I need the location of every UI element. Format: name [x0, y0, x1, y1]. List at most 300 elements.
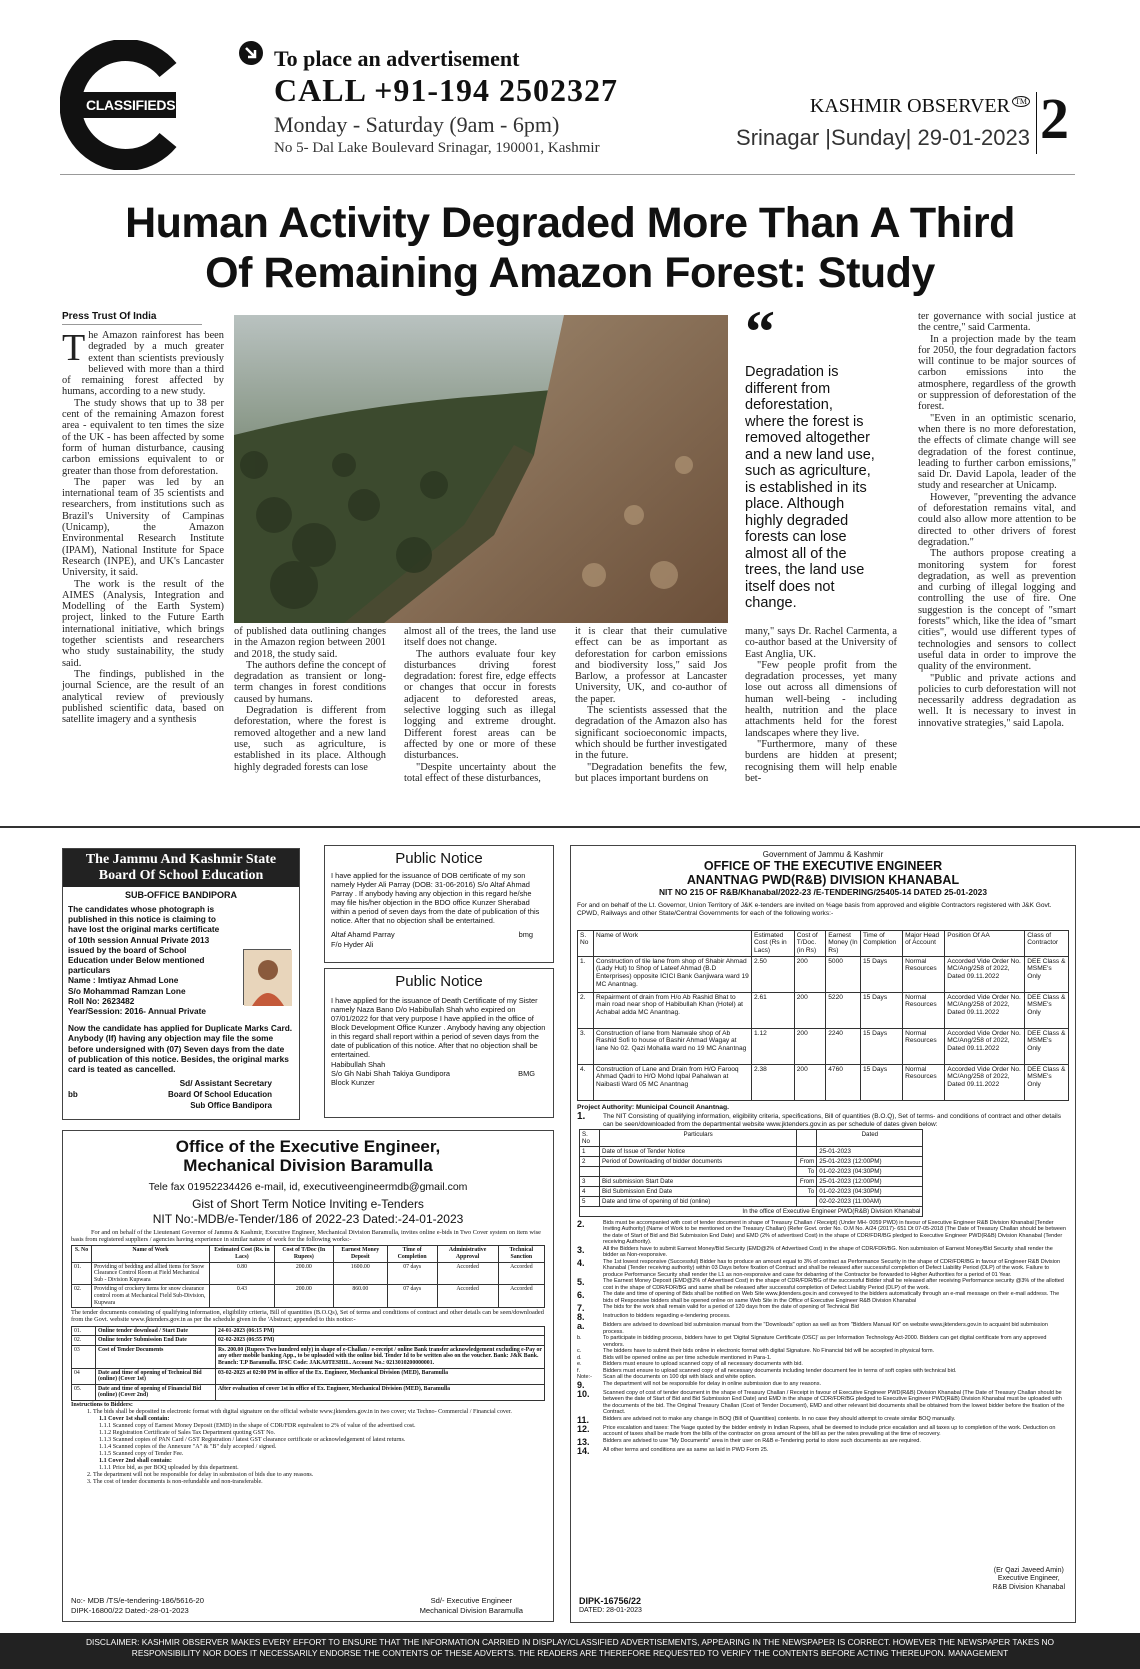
edition-date: Srinagar |Sunday| 29-01-2023	[736, 125, 1030, 150]
table-cell: 860.00	[333, 1285, 387, 1308]
table-cell: 1	[580, 1146, 600, 1156]
pwd-item	[577, 1291, 1069, 1304]
pwd-item-text: Bidders are advised not to make any change in BOQ (Bill of Quantities) contents. In no case they should attempt to create similar BOQ manually.	[603, 1415, 956, 1422]
mech-nit: NIT No:-MDB/e-Tender/186 of 2022-23 Dated:-24-01-2023	[152, 1212, 464, 1226]
mech-title-line: Mechanical Division Baramulla	[183, 1156, 433, 1175]
table-cell: 03-02-2023 at 02:00 PM in office of the Ex. Engineer, Mechanical Division (MED), Baramulla	[216, 1368, 545, 1384]
story-text: The work is the result of the AIMES (Analysis, Integration and Modelling of the Earth System) project, linked to the Future Earth international initiative, which brings together scientists and researchers who study sustainability, the study said.	[62, 578, 224, 669]
pwd-item-num: 8.	[577, 1312, 585, 1323]
pwd-item-num: 2.	[577, 1218, 585, 1229]
ad-code: BMG	[518, 1068, 535, 1078]
table-header: Name of Work	[594, 930, 752, 956]
arrow-circle-icon	[238, 40, 264, 66]
mech-instructions	[71, 1402, 545, 1486]
table-cell: 1600.00	[333, 1262, 387, 1285]
table-cell: 0.43	[210, 1285, 275, 1308]
pwd-item-text: Instruction to bidders regarding e-tendering process.	[603, 1313, 731, 1320]
story-text: ter governance with social justice at the centre," said Carmenta.	[918, 311, 1076, 334]
pwd-item-num: 7.	[577, 1303, 585, 1314]
mech-mid-text: The tender documents consisting of qualifying information, eligibility criteria, Bill of quantities (B.O.Qs), Set of terms and conditions of contract and other details can be seen/downloaded from the Govt. website www.jktenders.gov.in as per the schedule given in the 'Abstract; appended to this notice:-	[71, 1309, 544, 1324]
table-cell: To	[797, 1166, 817, 1176]
pwd-item-num: c.	[577, 1348, 582, 1355]
instruction-line: 3. The cost of tender documents is non-refundable and non-transferable.	[87, 1478, 263, 1485]
table-cell: 4.	[578, 1064, 594, 1100]
notice-signature: Block Kunzer	[331, 1077, 375, 1087]
table-cell: Normal Resources	[903, 956, 945, 992]
story-column-2	[234, 626, 386, 773]
pwd-gov: Government of Jammu & Kashmir	[762, 850, 884, 859]
instruction-line: 1.1.1 Scanned copy of Earnest Money Deposit (EMD) in the shape of CDR/FDR equivalent to 2% of value of the advertised cost.	[99, 1422, 416, 1429]
pwd-item	[577, 1246, 1069, 1259]
section-rule	[0, 826, 1140, 828]
table-cell: 200	[794, 1028, 825, 1064]
pwd-item-num: 4.	[577, 1257, 585, 1268]
candidate-photo	[243, 949, 291, 1005]
table-row	[72, 1345, 545, 1368]
mech-footer	[71, 1596, 204, 1615]
table-cell: 05.	[72, 1384, 96, 1400]
table-cell: Construction of tile lane from shop of Shabir Ahmad (Lady Hut) to Shop of Lateef Ahmad (B.D Enterprises) opposite ICICI Bank Ganjiwara ward 19 MC Anantnag.	[594, 956, 752, 992]
byline: Press Trust Of India	[62, 311, 202, 325]
table-cell: 15 Days	[860, 1064, 902, 1100]
table-cell: 3	[580, 1176, 600, 1186]
table-cell: 0.80	[210, 1262, 275, 1285]
table-header-row	[72, 1246, 545, 1262]
ad-line: To place an advertisement	[274, 46, 520, 71]
table-header	[797, 1129, 817, 1146]
instruction-line: 1.1.4 Scanned copies of the Annexure "A" & "B" duly accepted / signed.	[99, 1443, 277, 1450]
table-cell: Construction of lane from Nanwale shop of Ab Rashid Sofi to house of Bashir Ahmad Wagay at lane No 02. Qazi Mohalla ward no 19 MC Anantnag	[594, 1028, 752, 1064]
pwd-item-text: Bidders must ensure to upload scanned copy of all necessary documents including tender document fee in terms of soft copies with technical bid.	[603, 1367, 957, 1374]
pwd-item-text: The Earnest Money Deposit (EMD@2% of Advertised Cost) in the shape of CDR/FDR/BG of the successful Bidder shall be released after receiving Performance security @3% of the allotted cost in the shape of CDR/FDR/BG and same shall be released after successful completion of Defect Liability Period (DLP) of the work.	[603, 1278, 1064, 1291]
table-cell: 2.61	[752, 992, 795, 1028]
pwd-item-text: The date and time of opening of Bids shall be notified on Web Site www.jktenders.gov.in and conveyed to the bidders automatically through an e-mail message on their e-mail address. The bids of Responsive bidders shall be opened online on same Web Site in the Office of Executive Engineer R&B Division Khanabal	[603, 1291, 1060, 1304]
mech-works-table	[71, 1245, 545, 1308]
pwd-item	[577, 1390, 1069, 1416]
table-cell: 200.00	[274, 1262, 333, 1285]
pwd-item	[577, 1313, 1069, 1322]
table-cell: DEE Class & MSME's Only	[1025, 1064, 1069, 1100]
instruction-line: 1.1.2 Registration Certificate of Sales Tax Department quoting GST No.	[99, 1429, 276, 1436]
table-cell: Date of Issue of Tender Notice	[600, 1146, 797, 1156]
table-cell: 2240	[826, 1028, 861, 1064]
table-row	[72, 1336, 545, 1346]
table-header: Time of Completion	[860, 930, 902, 956]
table-header-row	[578, 930, 1069, 956]
notice-title: Public Notice	[395, 850, 483, 867]
table-cell: 5000	[826, 956, 861, 992]
table-cell: Normal Resources	[903, 992, 945, 1028]
table-cell: Accorded	[437, 1285, 498, 1308]
headline-line2: Of Remaining Amazon Forest: Study	[205, 249, 935, 297]
instruction-line: 1.1.5 Scanned copy of Tender Fee.	[99, 1450, 184, 1457]
story-text: "Furthermore, many of these burdens are hidden at present; recognising them will help enable bet-	[745, 738, 897, 784]
notice-body: I have applied for the issuance of Death Certificate of my Sister namely Naza Bano D/o Habibullah Shah who expired on 07/01/2022 for that very purpose I have applied in the office of Block Development Office Kunzer . Anybody having any objection in this regard shall report within a period of seven days from the date of publication of this notice. After that no objection shall be entertained.	[331, 996, 546, 1059]
ad-hours: Monday - Saturday (9am - 6pm)	[274, 112, 560, 137]
table-cell: 15 Days	[860, 992, 902, 1028]
public-notice-death	[324, 968, 554, 1118]
mech-gist: Gist of Short Term Notice Inviting e-Tenders	[192, 1197, 424, 1211]
story-text: "Few people profit from the degradation processes, yet many lose out across all dimensions of human well-being - including health, nutrition and the place attachments held for the forest landscapes where they live.	[745, 659, 897, 739]
pwd-item-text: Price escalation and taxes: The %age quoted by the bidder entirely in Indian Rupees, shall be deemed to include price escalation and all taxes up to completion of the work. Deduction on account of taxes shall be made from the bills of the contractor on gross amount of the bill as per the rates prevailing at the time of recovery.	[603, 1424, 1056, 1438]
classifieds-logo	[60, 40, 190, 170]
instruction-line: 1.1.3 Scanned copies of PAN Card / GST Registration / latest GST clearance certificate or acknowledgement of latest returns.	[99, 1436, 406, 1443]
mech-title-line: Office of the Executive Engineer,	[175, 1137, 441, 1156]
table-cell: 200	[794, 992, 825, 1028]
table-cell: 2	[580, 1156, 600, 1166]
table-header: S. No	[580, 1129, 600, 1146]
mech-dipk: DIPK-16800/22 Dated:-28-01-2023	[71, 1605, 189, 1615]
story-text: The findings, published in the journal Science, are the result of an analytical review of previously published scientific data, based on satellite imagery and a synthesis	[62, 668, 224, 726]
table-cell: 07 days	[387, 1262, 437, 1285]
table-row	[72, 1368, 545, 1384]
table-cell: DEE Class & MSME's Only	[1025, 992, 1069, 1028]
instruction-line: 1. The bids shall be deposited in electronic format with digital signature on the official website www.jktenders.gov.in in two cover; viz Techno- Commercial / Financial cover.	[87, 1408, 512, 1415]
jkbose-signature: Board Of School Education	[167, 1090, 272, 1100]
table-header: Estimated Cost (Rs. in Lacs)	[210, 1246, 275, 1262]
table-cell: Providing of crockery items for snow clearance control room at Mechanical Field Sub-Division, Kupwara	[92, 1285, 210, 1308]
table-header: Administrative Approval	[437, 1246, 498, 1262]
table-cell: 07 days	[387, 1285, 437, 1308]
table-cell: Rs. 200.00 (Rupees Two hundred only) in shape of e-Challan / e-receipt / online Bank transfer acknowledgement excluding e-Pay or any other mobile banking App., to be uploaded with the online bid. Tender Id to be written also on the voucher. Bank: J&K Bank. Branch: T.P Baramulla. IFSC Code: JAKA0TESHIL. Account No.: 0213010200000001.	[216, 1345, 545, 1368]
table-row	[580, 1146, 923, 1156]
pwd-works-table	[577, 930, 1069, 1101]
paper-name	[810, 95, 1030, 118]
table-cell: 01-02-2023 (04:30PM)	[817, 1166, 923, 1176]
mech-ref: No:- MDB /TS/e-tendering-186/5616-20	[71, 1596, 204, 1605]
headline	[60, 198, 1080, 298]
table-row	[580, 1196, 923, 1206]
signature-line: Mechanical Division Baramulla	[419, 1605, 523, 1615]
pull-quote-box	[745, 299, 875, 612]
table-cell: DEE Class & MSME's Only	[1025, 956, 1069, 992]
pwd-intro: For and on behalf of the Lt. Governor, Union Territory of J&K e-tenders are invited on %age basis from approved and eligible Contractors registered with J&K Govt. CPWD, Railways and other State/Central Governments for each of the following works:-	[577, 902, 1052, 917]
table-row	[580, 1166, 923, 1176]
pwd-item	[577, 1278, 1069, 1291]
pwd-item	[577, 1304, 1069, 1313]
table-cell: 25-01-2023 (12:00PM)	[817, 1176, 923, 1186]
logo-label: CLASSIFIEDS	[86, 97, 176, 113]
signature-line: Sd/- Executive Engineer	[430, 1596, 513, 1605]
notice-body: I have applied for the issuance of DOB certificate of my son namely Hyder Ali Parray (DOB: 31-06-2016) S/o Altaf Ahmad Parray . If anybody having any objection in this regard he/she may file his/her objection in the BDO office Kunzer Sherabad within a period of seven days from the date of publication of this notice. After that no objection shall be entertained.	[331, 871, 540, 925]
pwd-item-num: 12.	[577, 1423, 590, 1434]
story-column-6	[918, 311, 1076, 729]
signature-line: Executive Engineer,	[997, 1575, 1060, 1582]
pwd-item	[577, 1425, 1069, 1438]
table-row	[580, 1156, 923, 1166]
ad-address: No 5- Dal Lake Boulevard Srinagar, 190001, Kashmir	[274, 140, 600, 156]
story-text: "Even in an optimistic scenario, when there is no more deforestation, the effects of climate change will see degradation of the forest continue, leading to further carbon emissions," said Dr. David Lapola, leader of the study and researcher at Unicamp.	[918, 412, 1076, 492]
table-cell: 01-02-2023 (04:30PM)	[817, 1186, 923, 1196]
table-cell: 02-02-2023 (11:00AM)	[817, 1196, 923, 1206]
header-rule	[60, 174, 1075, 175]
story-text: Degradation is different from deforestation, where the forest is removed altogether and a new land use, such as agriculture, is established in its place. Although highly degraded forests can lose	[234, 705, 386, 773]
pwd-item-text: The bids for the work shall remain valid for a period of 120 days from the date of opening of Technical Bid	[603, 1304, 859, 1311]
table-cell: Bid Submission End Date	[600, 1186, 797, 1196]
story-text: The authors evaluate four key disturbances driving forest degradation: forest fire, edge effects or changes that occur in forests adjacent to deforested areas, selective logging such as illegal logging and extreme drought. Different forest areas can be affected by one or more of these disturbances.	[404, 648, 556, 762]
table-cell: 1.	[578, 956, 594, 992]
table-cell: 4760	[826, 1064, 861, 1100]
table-header: Major Head of Account	[903, 930, 945, 956]
pwd-item	[577, 1438, 1069, 1447]
table-header: Technical Sanction	[498, 1246, 544, 1262]
table-cell: From	[797, 1156, 817, 1166]
table-cell: 15 Days	[860, 956, 902, 992]
pwd-item-num: 9.	[577, 1379, 585, 1390]
jkbose-subtitle: SUB-OFFICE BANDIPORA	[125, 890, 237, 900]
pwd-item-text: All the Bidders have to submit Earnest Money/Bid Security (EMD@2% of Advertised Cost) in the shape of CDR/FDR/BG. Non submission of Earnest Money/Bid Security shall render the bidder as Non-responsive.	[603, 1245, 1053, 1259]
story-text: he Amazon rainforest has been degraded by a much greater extent than scientists previously believed with more than a third of remaining forest affected by humans, according to a new study.	[62, 330, 224, 398]
pwd-item-num: a.	[577, 1321, 585, 1332]
pwd-item-num: 11.	[577, 1414, 590, 1425]
pwd-item-num: e.	[577, 1361, 582, 1368]
story-text: In a projection made by the team for 2050, the four degradation factors will continue to be major sources of carbon emissions into the atmosphere, regardless of the growth or suppression of deforestation of the forest.	[918, 333, 1076, 413]
table-cell: Accorded Vide Order No. MC/Ang/258 of 2022, Dated 09.11.2022	[945, 1028, 1025, 1064]
pwd-item-text: Bids will be opened online as per time schedule mentioned in Para-1.	[603, 1354, 772, 1361]
mech-schedule-table	[71, 1326, 545, 1401]
table-row	[578, 992, 1069, 1028]
table-cell: Accorded Vide Order No. MC/Ang/258 of 2022, Dated 09.11.2022	[945, 956, 1025, 992]
table-cell: 24-01-2023 (06:15 PM)	[216, 1326, 545, 1336]
mech-signature	[420, 1596, 523, 1615]
table-header: Position Of AA	[945, 930, 1025, 956]
table-row	[72, 1384, 545, 1400]
table-cell: 02.	[72, 1336, 96, 1346]
pwd-item-text: Bidders must ensure to upload scanned copy of all necessary documents with bid.	[603, 1361, 803, 1368]
table-cell: 2.38	[752, 1064, 795, 1100]
candidate-year: Year/Session: 2016- Annual Private	[68, 1006, 207, 1017]
mech-intro: For and on behalf of the Lieutenant Governor of Jammu & Kashmir, Executive Engineer, Mechanical Division Baramulla, invites online e-bids in Two Cover system on item wise basis from registered suppliers / agencies having experience in similar nature of work for the following works:-	[71, 1229, 541, 1244]
table-cell: 4	[580, 1186, 600, 1196]
disclaimer-bar: DISCLAIMER: KASHMIR OBSERVER MAKES EVERY EFFORT TO ENSURE THAT THE INFORMATION CARRIED IN DISPLAY/CLASSIFIED ADVERTISEMENTS, APPEARING IN THE NEWSPAPER IS CORRECT. HOWEVER THE NEWSPAPER TAKES NO RESPONSIBILITY NOR DOES IT NECESSARILY ENDORSE THE CONTENTS OF THESE ADVERTS. THE READERS ARE THEREFORE REQUESTED TO VERIFY THE CONTENTS BEFORE ACTING THEREUPON. MANAGEMENT	[0, 1633, 1140, 1669]
table-cell: 25-01-2023 (12:00PM)	[817, 1156, 923, 1166]
table-cell: 1.12	[752, 1028, 795, 1064]
table-header: Time of Completion	[387, 1246, 437, 1262]
table-cell	[797, 1196, 817, 1206]
pwd-item-text: The 1st lowest responsive (Successful) Bidder has to produce an amount equal to 3% of contract as Performance Security in the shape of CDR/FDR/BG in favour of Engineer R&B Division Khanabal (Tender receiving authority) within 03 Days before fixation of Contract and shall be released after successful completion of Defect Liability Period (DLP) of the work. Failure to produce Performance Security shall render the L1 as non-responsive and case for debarring of the Contractor be forwarded to Higher Authorities for a period of 01 Year.	[603, 1258, 1061, 1278]
notice-title: Public Notice	[395, 973, 483, 990]
jkbose-body: The candidates whose photograph is published in this notice is claiming to have lost the original marks certificate of 10th session Annual Private 2013 issued by the board of School Education under Below mentioned particulars	[68, 904, 220, 976]
jkbose-signature: Sub Office Bandipora	[190, 1101, 272, 1111]
pwd-date: DATED: 28-01-2023	[579, 1607, 642, 1614]
paper-name-text: KASHMIR OBSERVER	[809, 95, 1010, 117]
table-cell: 5220	[826, 992, 861, 1028]
table-cell: Date and time of opening of bid (online)	[600, 1196, 797, 1206]
story-text: of published data outlining changes in the Amazon region between 2001 and 2018, the study said.	[234, 626, 386, 660]
quote-mark-icon: “	[745, 299, 775, 365]
table-cell: Providing of bedding and allied items for Snow Clearance Control Room at Field Mechanical Sub - Division Kupwara	[92, 1262, 210, 1285]
story-column-3	[404, 626, 556, 784]
notice-signature: Habibullah Shah	[331, 1060, 386, 1069]
table-cell: 02-02-2023 (06:55 PM)	[216, 1336, 545, 1346]
table-cell: Date and time of opening of Technical Bid (online) (Cover 1st)	[96, 1368, 216, 1384]
amazon-forest-photo	[234, 315, 728, 623]
table-cell: 3.	[578, 1028, 594, 1064]
table-cell: After evaluation of cover 1st in office of Ex. Engineer, Mechanical Division (MED), Baramulla	[216, 1384, 545, 1400]
story-text: However, "preventing the advance of deforestation remains vital, and could also allow more attention to be directed to other drivers of forest degradation."	[918, 491, 1076, 548]
table-cell: 15 Days	[860, 1028, 902, 1064]
table-header: S. No	[72, 1246, 92, 1262]
table-cell: Online tender Submission End Date	[96, 1336, 216, 1346]
jkbose-title	[63, 849, 299, 887]
pwd-item-num: 10.	[577, 1388, 590, 1399]
table-cell: Date and time of opening of Financial Bid (online) (Cover 2nd)	[96, 1384, 216, 1400]
table-cell: 200	[794, 956, 825, 992]
pwd-item-num: 6.	[577, 1290, 585, 1301]
table-header: S. No	[578, 930, 594, 956]
forest-aerial-image	[234, 315, 728, 623]
table-cell: To	[797, 1186, 817, 1196]
story-text: "Public and private actions and policies to curb deforestation will not necessarily address degradation as well. It is necessary to invest in innovative strategies," said Lapola.	[918, 672, 1076, 729]
story-column-5	[745, 626, 897, 784]
jkbose-body2: Now the candidate has applied for Duplicate Marks Card. Anybody (If) having any objection may file the some before undersigned with (07) Seven days from the date of publication of this notice. Besides, the original marks card is teated as cancelled.	[68, 1023, 293, 1075]
table-cell: 25-01-2023	[817, 1146, 923, 1156]
masthead-divider	[1036, 92, 1037, 154]
pwd-khanabal-notice	[570, 845, 1076, 1623]
notice-signature: S/o Gh Nabi Shah Takiya Gundipora	[331, 1068, 451, 1078]
table-header: Dated	[817, 1129, 923, 1146]
pwd-signature	[993, 1567, 1065, 1593]
pwd-item: 1. The NIT Consisting of qualifying information, eligibility criteria, specifications, Bill of quantities (B.O.Q), Set of terms- and conditions of contract and other details can be seen/downloaded from the departmental website www.jktenders.gov.in as per schedule of dates given below:	[577, 1113, 1069, 1129]
pwd-item-text: The department will not be responsible for delay in online submission due to any reasons.	[603, 1380, 821, 1387]
pwd-footer	[579, 1596, 642, 1616]
table-header-row	[580, 1129, 923, 1146]
pwd-dipk: DIPK-16756/22	[579, 1596, 642, 1606]
pull-quote: Degradation is different from deforestation, where the forest is removed altogether and a new land use, such as agriculture, is established in its place. Although highly degraded forests can lose almost all of the trees, the land use itself does not change.	[745, 364, 875, 611]
table-header: Earnest Money (In Rs)	[826, 930, 861, 956]
instruction-line: 2. The department will not be responsible for delay in submission of bids due to any reasons.	[87, 1471, 314, 1478]
pwd-item-text: All other terms and conditions are as same as laid in PWD Form 25.	[603, 1446, 769, 1453]
pwd-item-text: Bidders are advised to download bid submission manual from the "Downloads" option as well as from "Bidders Manual Kit" on website www.jktenders.gov.in to acquaint bid submission process.	[603, 1322, 1048, 1335]
story-text: almost all of the trees, the land use itself does not change.	[404, 626, 556, 649]
pwd-item-num: 14.	[577, 1445, 590, 1456]
table-cell	[797, 1146, 817, 1156]
mech-title	[71, 1137, 545, 1175]
table-cell: 2.50	[752, 956, 795, 992]
table-header: Cost of T/Doc (In Rupees)	[274, 1246, 333, 1262]
dropcap: T	[62, 327, 86, 369]
pwd-items-list	[577, 1220, 1069, 1456]
table-cell: Normal Resources	[903, 1064, 945, 1100]
table-row	[72, 1326, 545, 1336]
pwd-item	[577, 1259, 1069, 1279]
jkbose-signature: Sd/ Assistant Secretary	[179, 1078, 272, 1089]
jkbose-title-line: Board Of School Education	[98, 868, 264, 883]
table-cell: Cost of Tender Documents	[96, 1345, 216, 1368]
table-header: Class of Contractor	[1025, 930, 1069, 956]
candidate-parent: S/o Mohammad Ramzan Lone	[68, 985, 186, 996]
jkbose-notice	[62, 848, 300, 1120]
story-column-4	[575, 626, 727, 784]
table-cell: From	[797, 1176, 817, 1186]
instruction-line: 1.1.1 Price bid, as per BOQ uploaded by this department.	[99, 1464, 239, 1471]
table-row	[580, 1206, 923, 1216]
table-row	[72, 1262, 545, 1285]
table-row	[578, 1064, 1069, 1100]
pwd-item-num: b.	[577, 1335, 582, 1342]
pwd-item-num: d.	[577, 1354, 582, 1361]
table-cell: Accorded	[498, 1285, 544, 1308]
pwd-item	[577, 1447, 1069, 1456]
table-cell: Accorded	[498, 1262, 544, 1285]
story-text: The paper was led by an international team of 35 scientists and researchers, from institutions such as Brazil's University of Campinas (Unicamp), the Amazon Environmental Research Institute (IPAM), National Institute for Space Research (INPE), and UK's Lancaster University, it said.	[62, 476, 224, 579]
notice-signature: F/o Hyder Ali	[331, 940, 374, 949]
pwd-authority: Project Authority: Municipal Council Anantnag.	[577, 1103, 730, 1111]
table-cell: Accorded Vide Order No. MC/Ang/258 of 2022, Dated 09.11.2022	[945, 1064, 1025, 1100]
pwd-item-num: 13.	[577, 1436, 590, 1447]
candidate-roll: Roll No: 2623482	[68, 995, 135, 1006]
table-cell: 03	[72, 1345, 96, 1368]
story-text: The scientists assessed that the degradation of the Amazon also has significant socioeconomic impacts, which should be further investigated in the future.	[575, 705, 727, 762]
table-cell: 02.	[72, 1285, 92, 1308]
person-icon	[244, 950, 292, 1006]
story-text: The study shows that up to 38 per cent of the remaining Amazon forest area - equivalent to ten times the size of the UK - has been affected by some form of human disturbance, causing carbon emissions equivalent to or greater than those from deforestation.	[62, 397, 224, 477]
table-row	[580, 1176, 923, 1186]
ad-code: bmg	[518, 930, 533, 939]
tm-mark: TM	[1012, 96, 1030, 107]
table-cell: 01.	[72, 1262, 92, 1285]
mech-contact: Tele fax 01952234426 e-mail, id, executiveengineermdb@gmail.com	[148, 1181, 468, 1193]
pwd-item	[577, 1381, 1069, 1390]
table-cell: Construction of Lane and Drain from H/O Farooq Ahmad Qadri to H/O Mohd Iqbal Pahalwan at Naibasti Ward 05 MC Anantnag	[594, 1064, 752, 1100]
table-cell	[600, 1166, 797, 1176]
pwd-item-text: The NIT Consisting of qualifying information, eligibility criteria, specifications, Bill of quantities (B.O.Q), Set of terms- and conditions of contract and other details can be seen/downloaded from the departmental website www.jktenders.gov.in as per schedule of dates given below:	[603, 1113, 1061, 1128]
table-cell	[580, 1166, 600, 1176]
table-header: Particulars	[600, 1129, 797, 1146]
table-row	[578, 956, 1069, 992]
pwd-item-text: Bidders are advised to use "My Documents" area in their user on R&B e-Tendering portal to store such documents as are required.	[603, 1437, 921, 1444]
story-text: The authors propose creating a monitoring system for forest degradation, as well as prevention and curbing of illegal logging and controlling the use of fire. One suggestion is the concept of "smart forests" which, like the idea of "smart cities", would use different types of technologies and sensors to collect useful data in order to improve the quality of the environment.	[918, 548, 1076, 673]
pwd-item-num: 3.	[577, 1244, 585, 1255]
table-cell: Repairment of drain from H/o Ab Rashid Bhat to main road near shop of Habibullah Khan (Hotel) at Achabal adda MC Anantnag.	[594, 992, 752, 1028]
table-cell: Accorded	[437, 1262, 498, 1285]
table-header: Name of Work	[92, 1246, 210, 1262]
table-cell: Period of Downloading of bidder documents	[600, 1156, 797, 1166]
table-cell: Accorded Vide Order No. MC/Ang/258 of 2022, Dated 09.11.2022	[945, 992, 1025, 1028]
pwd-item-text: To participate in bidding process, bidders have to get 'Digital Signature Certificate (DSC)' as per Information Technology Act-2000. Bidders can get digital certificate from any approved vendors.	[603, 1335, 1047, 1348]
story-text: "Degradation benefits the few, but places important burdens on	[575, 761, 727, 784]
headline-line1: Human Activity Degraded More Than A Third	[125, 199, 1015, 247]
story-column-1	[62, 327, 224, 726]
pwd-nit: NIT NO 215 OF R&B/Khanabal/2022-23 /E-TENDERING/25405-14 DATED 25-01-2023	[659, 887, 987, 897]
table-cell: DEE Class & MSME's Only	[1025, 1028, 1069, 1064]
table-cell: Bid submission Start Date	[600, 1176, 797, 1186]
pwd-item-num: f.	[577, 1367, 581, 1374]
signature-line: (Er Qazi Javeed Amin)	[993, 1566, 1064, 1574]
jkbose-title-line: The Jammu And Kashmir State	[85, 852, 277, 867]
pwd-item-text: Scanned copy of cost of tender document in the shape of Treasury Challan / Receipt in favour of Executive Engineer PWD(R&B) Division Khanabal (The Date of Treasury Challan should be between the date of Start of Bid and Bid Submission End Date) and EMD in the shape of CDR/FDR/BG pledged to Executive Engineer PWD(R&B) Division Khanabal must be uploaded with the documents of the bid. The Original Treasury Challan (Cost of Tender Document), EMD and other relevant bid documents shall be obtained from the lowest bidder before the fixation of the Contract.	[603, 1389, 1065, 1416]
notice-signature: Altaf Ahamd Parray	[331, 930, 395, 939]
public-notice-dob	[324, 845, 554, 963]
pwd-title: OFFICE OF THE EXECUTIVE ENGINEER	[703, 859, 943, 873]
mechanical-division-notice	[62, 1130, 554, 1622]
table-cell: 2.	[578, 992, 594, 1028]
ad-code: bb	[68, 1090, 78, 1100]
ad-phone: CALL +91-194 2502327	[274, 72, 619, 108]
table-cell: Normal Resources	[903, 1028, 945, 1064]
table-row	[580, 1186, 923, 1196]
instruction-line: Instructions to Bidders:	[71, 1401, 133, 1408]
instruction-line: 1.1 Cover 2nd shall contain:	[99, 1457, 172, 1464]
table-cell: 01.	[72, 1326, 96, 1336]
pwd-item-text: Bids must be accompanied with cost of tender document in shape of Treasury Challan / Receipt) (Under MH- 0059 PWD) in favour of Executive Engineer R&B Division Khanabal [Tender Inviting Authority] (Name of Work to be mentioned on the Treasury Challan) (Refer Govt. order No. O.M No. A/24 (2017)- 651 Dt 07-05-2018 (The Date of Treasury Challan should be between the date of Start of Bid and Bid Submission End Date) and EMD (2% of advertised Cost) in the shape of CDR/FDR/BG pledged to Executive Engineer PWD(R&B) Division Khanabal (Tender receiving Authority).	[603, 1219, 1067, 1246]
pwd-item-num: 5.	[577, 1277, 585, 1288]
page-number: 2	[1040, 86, 1069, 151]
candidate-name: Name : Imtiyaz Ahmad Lone	[68, 975, 179, 986]
pwd-title: ANANTNAG PWD(R&B) DIVISION KHANABAL	[686, 873, 960, 887]
pwd-item-num: Note:-	[577, 1374, 592, 1381]
pwd-item	[577, 1416, 1069, 1425]
